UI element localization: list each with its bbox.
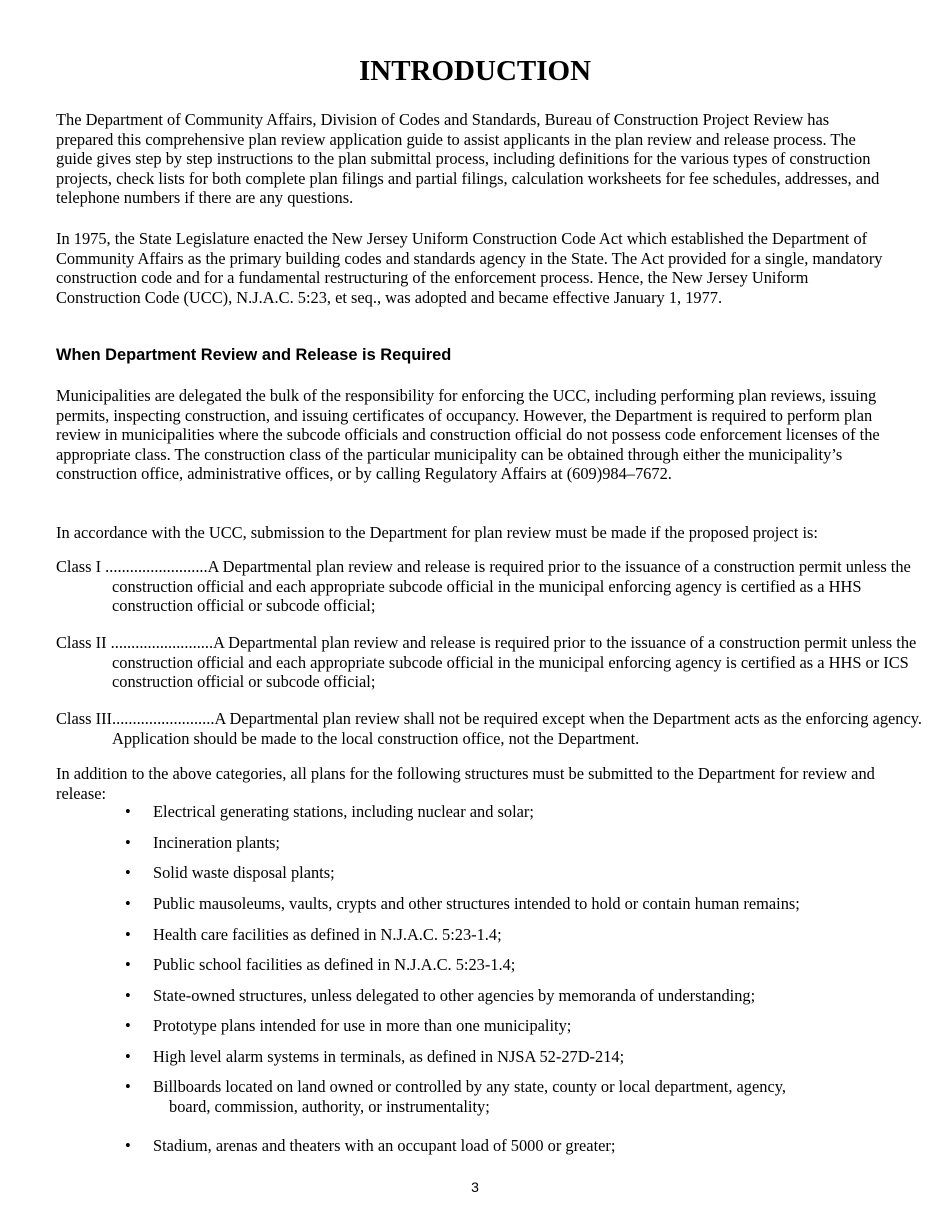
bullet-icon: •	[125, 925, 131, 944]
list-item: • Health care facilities as defined in N.J.A.C. 5:23-1.4;	[125, 925, 502, 944]
page-title: INTRODUCTION	[358, 55, 592, 87]
list-item: • Public school facilities as defined in N.J.A.C. 5:23-1.4;	[125, 955, 516, 974]
class-leader: .........................	[101, 557, 208, 576]
bullet-icon: •	[125, 863, 131, 882]
class-label: Class II	[56, 633, 107, 652]
list-item: • High level alarm systems in terminals, as defined in NJSA 52-27D-214;	[125, 1047, 625, 1066]
class-item	[56, 709, 942, 748]
class-item	[56, 633, 942, 692]
class-description: A Departmental plan review shall not be required except when the Department acts as the enforcing agency. Application should be made to the local construction office, not the Department.	[112, 709, 923, 748]
list-item: • Stadium, arenas and theaters with an occupant load of 5000 or greater;	[125, 1136, 616, 1155]
bullet-icon: •	[125, 802, 131, 821]
class-description: A Departmental plan review and release is required prior to the issuance of a construction permit unless the construction official and each appropriate subcode official in the municipal enforcing agency is certified as a HHS construction official or subcode official;	[112, 557, 911, 616]
bullet-icon: •	[125, 1047, 131, 1066]
bullet-icon: •	[125, 955, 131, 974]
class-label: Class III	[56, 709, 112, 728]
municipalities-paragraph: Municipalities are delegated the bulk of the responsibility for enforcing the UCC, including performing plan reviews, issuing permits, inspecting construction, and issuing certificates of occupancy. However, the Department is required to perform plan review in municipalities where the subcode officials and construction official do not possess code enforcement licenses of the appropriate class. The construction class of the particular municipality can be obtained through either the municipality’s construction office, administrative offices, or by calling Regulatory Affairs at (609)984–7672.	[56, 386, 880, 484]
class-leader: .........................	[112, 709, 215, 728]
additional-paragraph: In addition to the above categories, all plans for the following structures must be submitted to the Department for review and release:	[56, 764, 875, 803]
history-paragraph: In 1975, the State Legislature enacted the New Jersey Uniform Construction Code Act which established the Department of Community Affairs as the primary building codes and standards agency in the State. The Act provided for a single, mandatory construction code and for a fundamental restructuring of the enforcement process. Hence, the New Jersey Uniform Construction Code (UCC), N.J.A.C. 5:23, et seq., was adopted and became effective January 1, 1977.	[56, 229, 883, 307]
list-item: • Prototype plans intended for use in more than one municipality;	[125, 1016, 572, 1035]
bullet-icon: •	[125, 833, 131, 852]
accordance-paragraph: In accordance with the UCC, submission to the Department for plan review must be made if the proposed project is:	[56, 523, 818, 542]
bullet-icon: •	[125, 986, 131, 1005]
list-item: • Solid waste disposal plants;	[125, 863, 335, 882]
page-number: 3	[471, 1179, 479, 1195]
class-leader: .........................	[106, 633, 214, 652]
bullet-icon: •	[125, 1016, 131, 1035]
intro-paragraph: The Department of Community Affairs, Division of Codes and Standards, Bureau of Construction Project Review has prepared this comprehensive plan review application guide to assist applicants in the plan review and release process. The guide gives step by step instructions to the plan submittal process, including definitions for the various types of construction projects, check lists for both complete plan filings and partial filings, calculation worksheets for fee schedules, addresses, and telephone numbers if there are any questions.	[56, 110, 880, 208]
bullet-icon: •	[125, 894, 131, 913]
bullet-icon: •	[125, 1136, 131, 1155]
bullet-icon: •	[125, 1077, 131, 1096]
section-heading: When Department Review and Release is Required	[56, 346, 452, 364]
list-item: • State-owned structures, unless delegated to other agencies by memoranda of understanding;	[125, 986, 756, 1005]
list-item: • Public mausoleums, vaults, crypts and other structures intended to hold or contain human remains;	[125, 894, 800, 913]
class-description: A Departmental plan review and release is required prior to the issuance of a construction permit unless the construction official and each appropriate subcode official in the municipal enforcing agency is certified as a HHS or ICS construction official or subcode official;	[112, 633, 917, 692]
list-item: • Electrical generating stations, including nuclear and solar;	[125, 802, 534, 821]
list-item: • Billboards located on land owned or controlled by any state, county or local department, agency, board, commission, authority, or instrumentality;	[125, 1077, 786, 1116]
list-item: • Incineration plants;	[125, 833, 280, 852]
class-item	[56, 557, 942, 616]
class-label: Class I	[56, 557, 102, 576]
